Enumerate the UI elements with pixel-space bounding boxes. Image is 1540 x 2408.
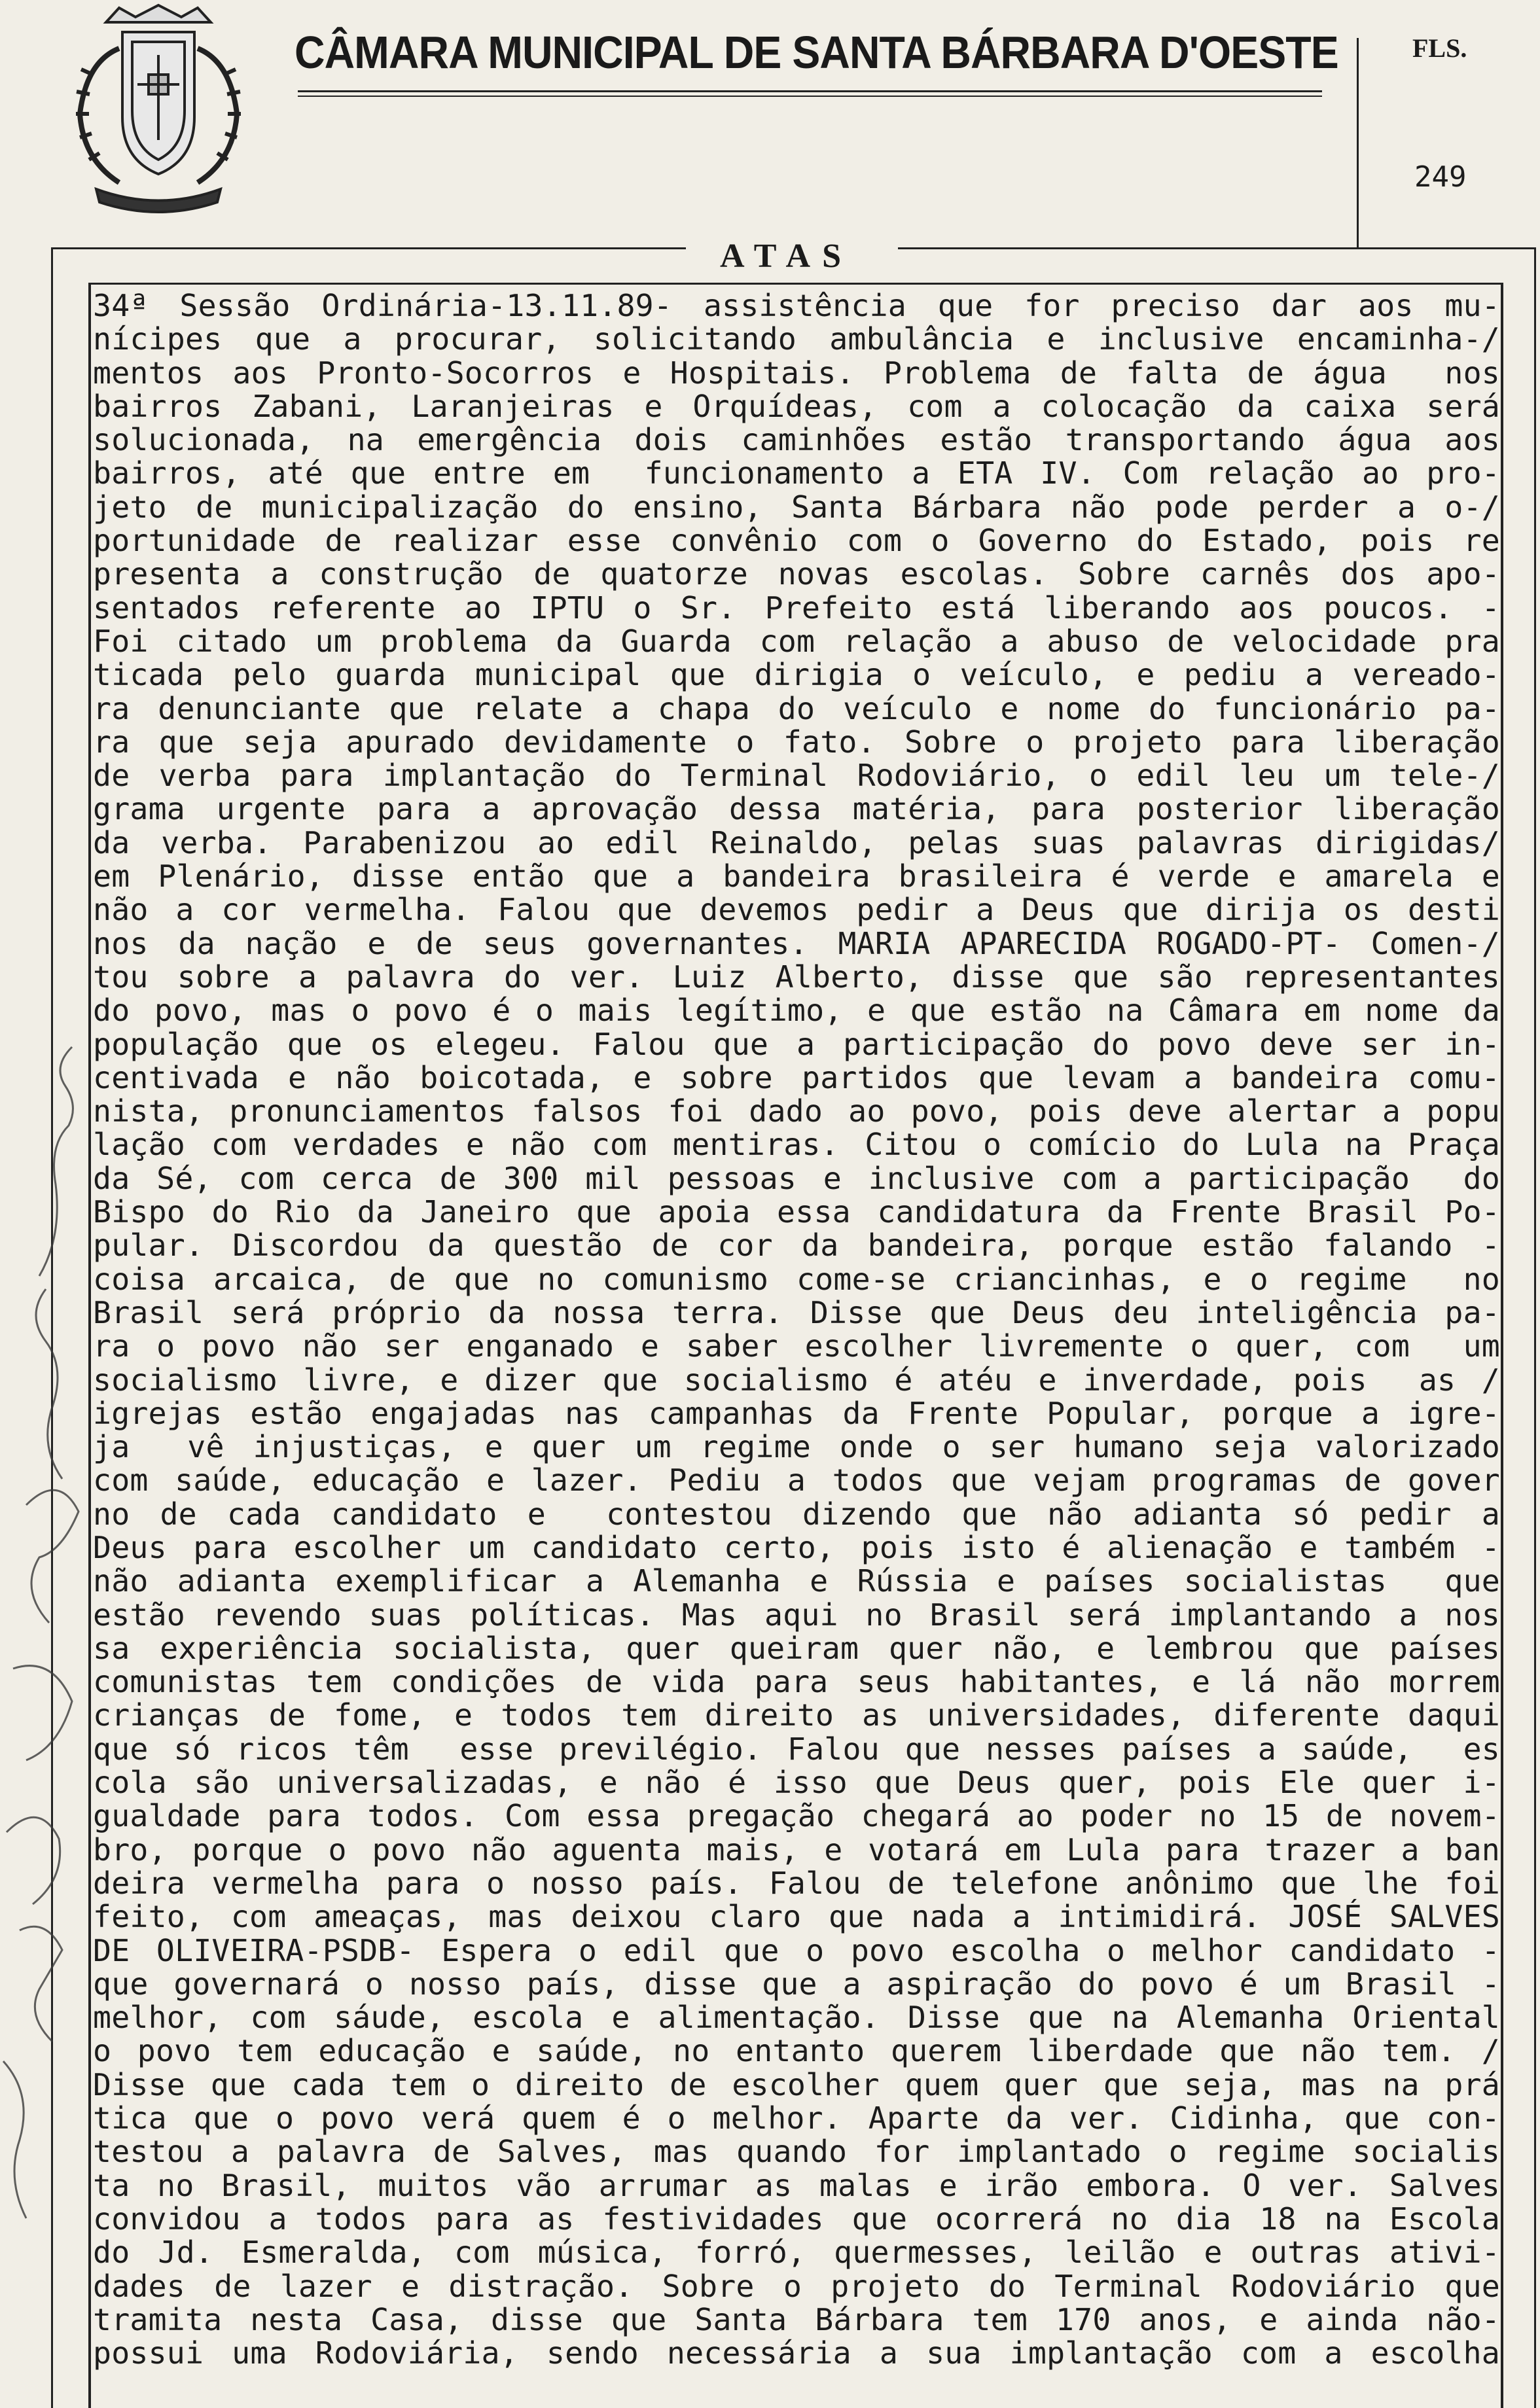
text-line: não a cor vermelha. Falou que devemos pedir a Deus que dirija os desti [93,892,1500,928]
text-line: ra que seja apurado devidamente o fato. Sobre o projeto para liberação [93,724,1500,760]
text-line: no de cada candidato e contestou dizendo que não adianta só pedir a [93,1496,1500,1532]
text-line: ra denunciante que relate a chapa do veículo e nome do funcionário pa- [93,690,1500,726]
text-line: gualdade para todos. Com essa pregação chegará ao poder no 15 de novem- [93,1798,1500,1834]
text-line: lação com verdades e não com mentiras. Citou o comício do Lula na Praça [93,1127,1500,1163]
text-line: Deus para escolher um candidato certo, pois isto é alienação e também - [93,1529,1500,1565]
text-line: que governará o nosso país, disse que a aspiração do povo é um Brasil - [93,1966,1500,2002]
text-line: Brasil será próprio da nossa terra. Disse que Deus deu inteligência pa- [93,1294,1500,1330]
text-line: Bispo do Rio da Janeiro que apoia essa candidatura da Frente Brasil Po- [93,1194,1500,1230]
text-line: estão revendo suas políticas. Mas aqui no Brasil será implantando a nos [93,1597,1500,1633]
text-line: tramita nesta Casa, disse que Santa Bárbara tem 170 anos, e ainda não- [93,2301,1500,2337]
text-line: Disse que cada tem o direito de escolher quem quer que seja, mas na prá [93,2066,1500,2102]
page-number: 249 [1414,160,1467,194]
municipal-crest-emblem [60,3,257,219]
text-line: jeto de municipalização do ensino, Santa Bárbara não pode perder a o-/ [93,489,1500,525]
text-line: ticada pelo guarda municipal que dirigia o veículo, e pediu a vereado- [93,657,1500,693]
text-line: bairros Zabani, Laranjeiras e Orquídeas, com a colocação da caixa será [93,388,1500,424]
text-line: coisa arcaica, de que no comunismo come-se criancinhas, e o regime no [93,1261,1500,1297]
text-line: bairros, até que entre em funcionamento a ETA IV. Com relação ao pro- [93,455,1500,491]
text-line: da verba. Parabenizou ao edil Reinaldo, pelas suas palavras dirigidas/ [93,824,1500,860]
text-line: 34ª Sessão Ordinária-13.11.89- assistência que for preciso dar aos mu- [93,288,1500,323]
text-line: o povo tem educação e saúde, no entanto querem liberdade que não tem. / [93,2033,1500,2069]
text-line: não adianta exemplificar a Alemanha e Rússia e países socialistas que [93,1563,1500,1599]
text-line: ra o povo não ser enganado e saber escolher livremente o quer, com um [93,1328,1500,1364]
frame-top-right [898,247,1536,249]
header-rule [298,90,1322,92]
text-line: convidou a todos para as festividades que ocorrerá no dia 18 na Escola [93,2201,1500,2237]
text-line: crianças de fome, e todos tem direito as universidades, diferente daqui [93,1697,1500,1733]
text-line: feito, com ameaças, mas deixou claro que nada a intimidirá. JOSÉ SALVES [93,1899,1500,1935]
text-line: testou a palavra de Salves, mas quando for implantado o regime socialis [93,2134,1500,2170]
text-line: do povo, mas o povo é o mais legítimo, e que estão na Câmara em nome da [93,993,1500,1029]
text-line: com saúde, educação e lazer. Pediu a todos que vejam programas de gover [93,1462,1500,1498]
text-line: comunistas tem condições de vida para seus habitantes, e lá não morrem [93,1664,1500,1700]
fls-label: FLS. [1412,33,1467,63]
text-line: do Jd. Esmeralda, com música, forró, quermesses, leilão e outras ativi- [93,2235,1500,2271]
text-line: pular. Discordou da questão de cor da bandeira, porque estão falando - [93,1228,1500,1264]
text-line: bro, porque o povo não aguenta mais, e votará em Lula para trazer a ban [93,1832,1500,1868]
text-line: grama urgente para a aprovação dessa matéria, para posterior liberação [93,791,1500,827]
text-line: nícipes que a procurar, solicitando ambulância e inclusive encaminha-/ [93,321,1500,357]
section-title: ATAS [715,237,858,275]
text-box-top [88,283,1503,285]
text-line: cola são universalizadas, e não é isso que Deus quer, pois Ele quer i- [93,1765,1500,1801]
frame-top-left [51,247,686,249]
text-line: DE OLIVEIRA-PSDB- Espera o edil que o povo escolha o melhor candidato - [93,1932,1500,1968]
text-line: dades de lazer e distração. Sobre o projeto do Terminal Rodoviário que [93,2268,1500,2304]
text-line: presenta a construção de quatorze novas escolas. Sobre carnês dos apo- [93,556,1500,592]
text-line: sentados referente ao IPTU o Sr. Prefeito está liberando aos poucos. - [93,590,1500,626]
handwritten-margin-annotation [0,818,92,2225]
text-line: que só ricos têm esse previlégio. Falou que nesses países a saúde, es [93,1731,1500,1767]
text-line: Foi citado um problema da Guarda com relação a abuso de velocidade pra [93,623,1500,659]
text-line: ta no Brasil, muitos vão arrumar as malas e irão embora. O ver. Salves [93,2167,1500,2203]
text-line: da Sé, com cerca de 300 mil pessoas e inclusive com a participação do [93,1160,1500,1196]
minutes-body [93,289,1500,2370]
text-line: ja vê injustiças, e quer um regime onde o ser humano seja valorizado [93,1429,1500,1465]
organization-name: CÂMARA MUNICIPAL DE SANTA BÁRBARA D'OESTE [295,27,1338,78]
text-line: igrejas estão engajadas nas campanhas da Frente Popular, porque a igre- [93,1395,1500,1431]
text-line: melhor, com sáude, escola e alimentação. Disse que na Alemanha Oriental [93,2000,1500,2036]
text-line: solucionada, na emergência dois caminhões estão transportando água aos [93,422,1500,458]
text-line: nista, pronunciamentos falsos foi dado ao povo, pois deve alertar a popu [93,1093,1500,1129]
text-line: de verba para implantação do Terminal Rodoviário, o edil leu um tele-/ [93,758,1500,794]
text-line: socialismo livre, e dizer que socialismo é atéu e inverdade, pois as / [93,1362,1500,1398]
text-line: sa experiência socialista, quer queiram quer não, e lembrou que países [93,1630,1500,1666]
text-line: deira vermelha para o nosso país. Falou de telefone anônimo que lhe foi [93,1865,1500,1901]
text-line: portunidade de realizar esse convênio com o Governo do Estado, pois re [93,523,1500,559]
text-line: mentos aos Pronto-Socorros e Hospitais. Problema de falta de água nos [93,355,1500,391]
text-box-right [1501,283,1503,2408]
fls-divider [1357,38,1359,249]
text-line: tou sobre a palavra do ver. Luiz Alberto, disse que são representantes [93,959,1500,995]
frame-right [1534,247,1536,2408]
text-line: centivada e não boicotada, e sobre partidos que levam a bandeira comu- [93,1059,1500,1095]
text-line: nos da nação e de seus governantes. MARIA APARECIDA ROGADO-PT- Comen-/ [93,925,1500,961]
text-line: possui uma Rodoviária, sendo necessária a sua implantação com a escolha [93,2335,1500,2371]
text-line: em Plenário, disse então que a bandeira brasileira é verde e amarela e [93,859,1500,894]
header-rule-secondary [298,96,1322,97]
text-line: população que os elegeu. Falou que a participação do povo deve ser in- [93,1026,1500,1062]
text-line: tica que o povo verá quem é o melhor. Aparte da ver. Cidinha, que con- [93,2100,1500,2136]
